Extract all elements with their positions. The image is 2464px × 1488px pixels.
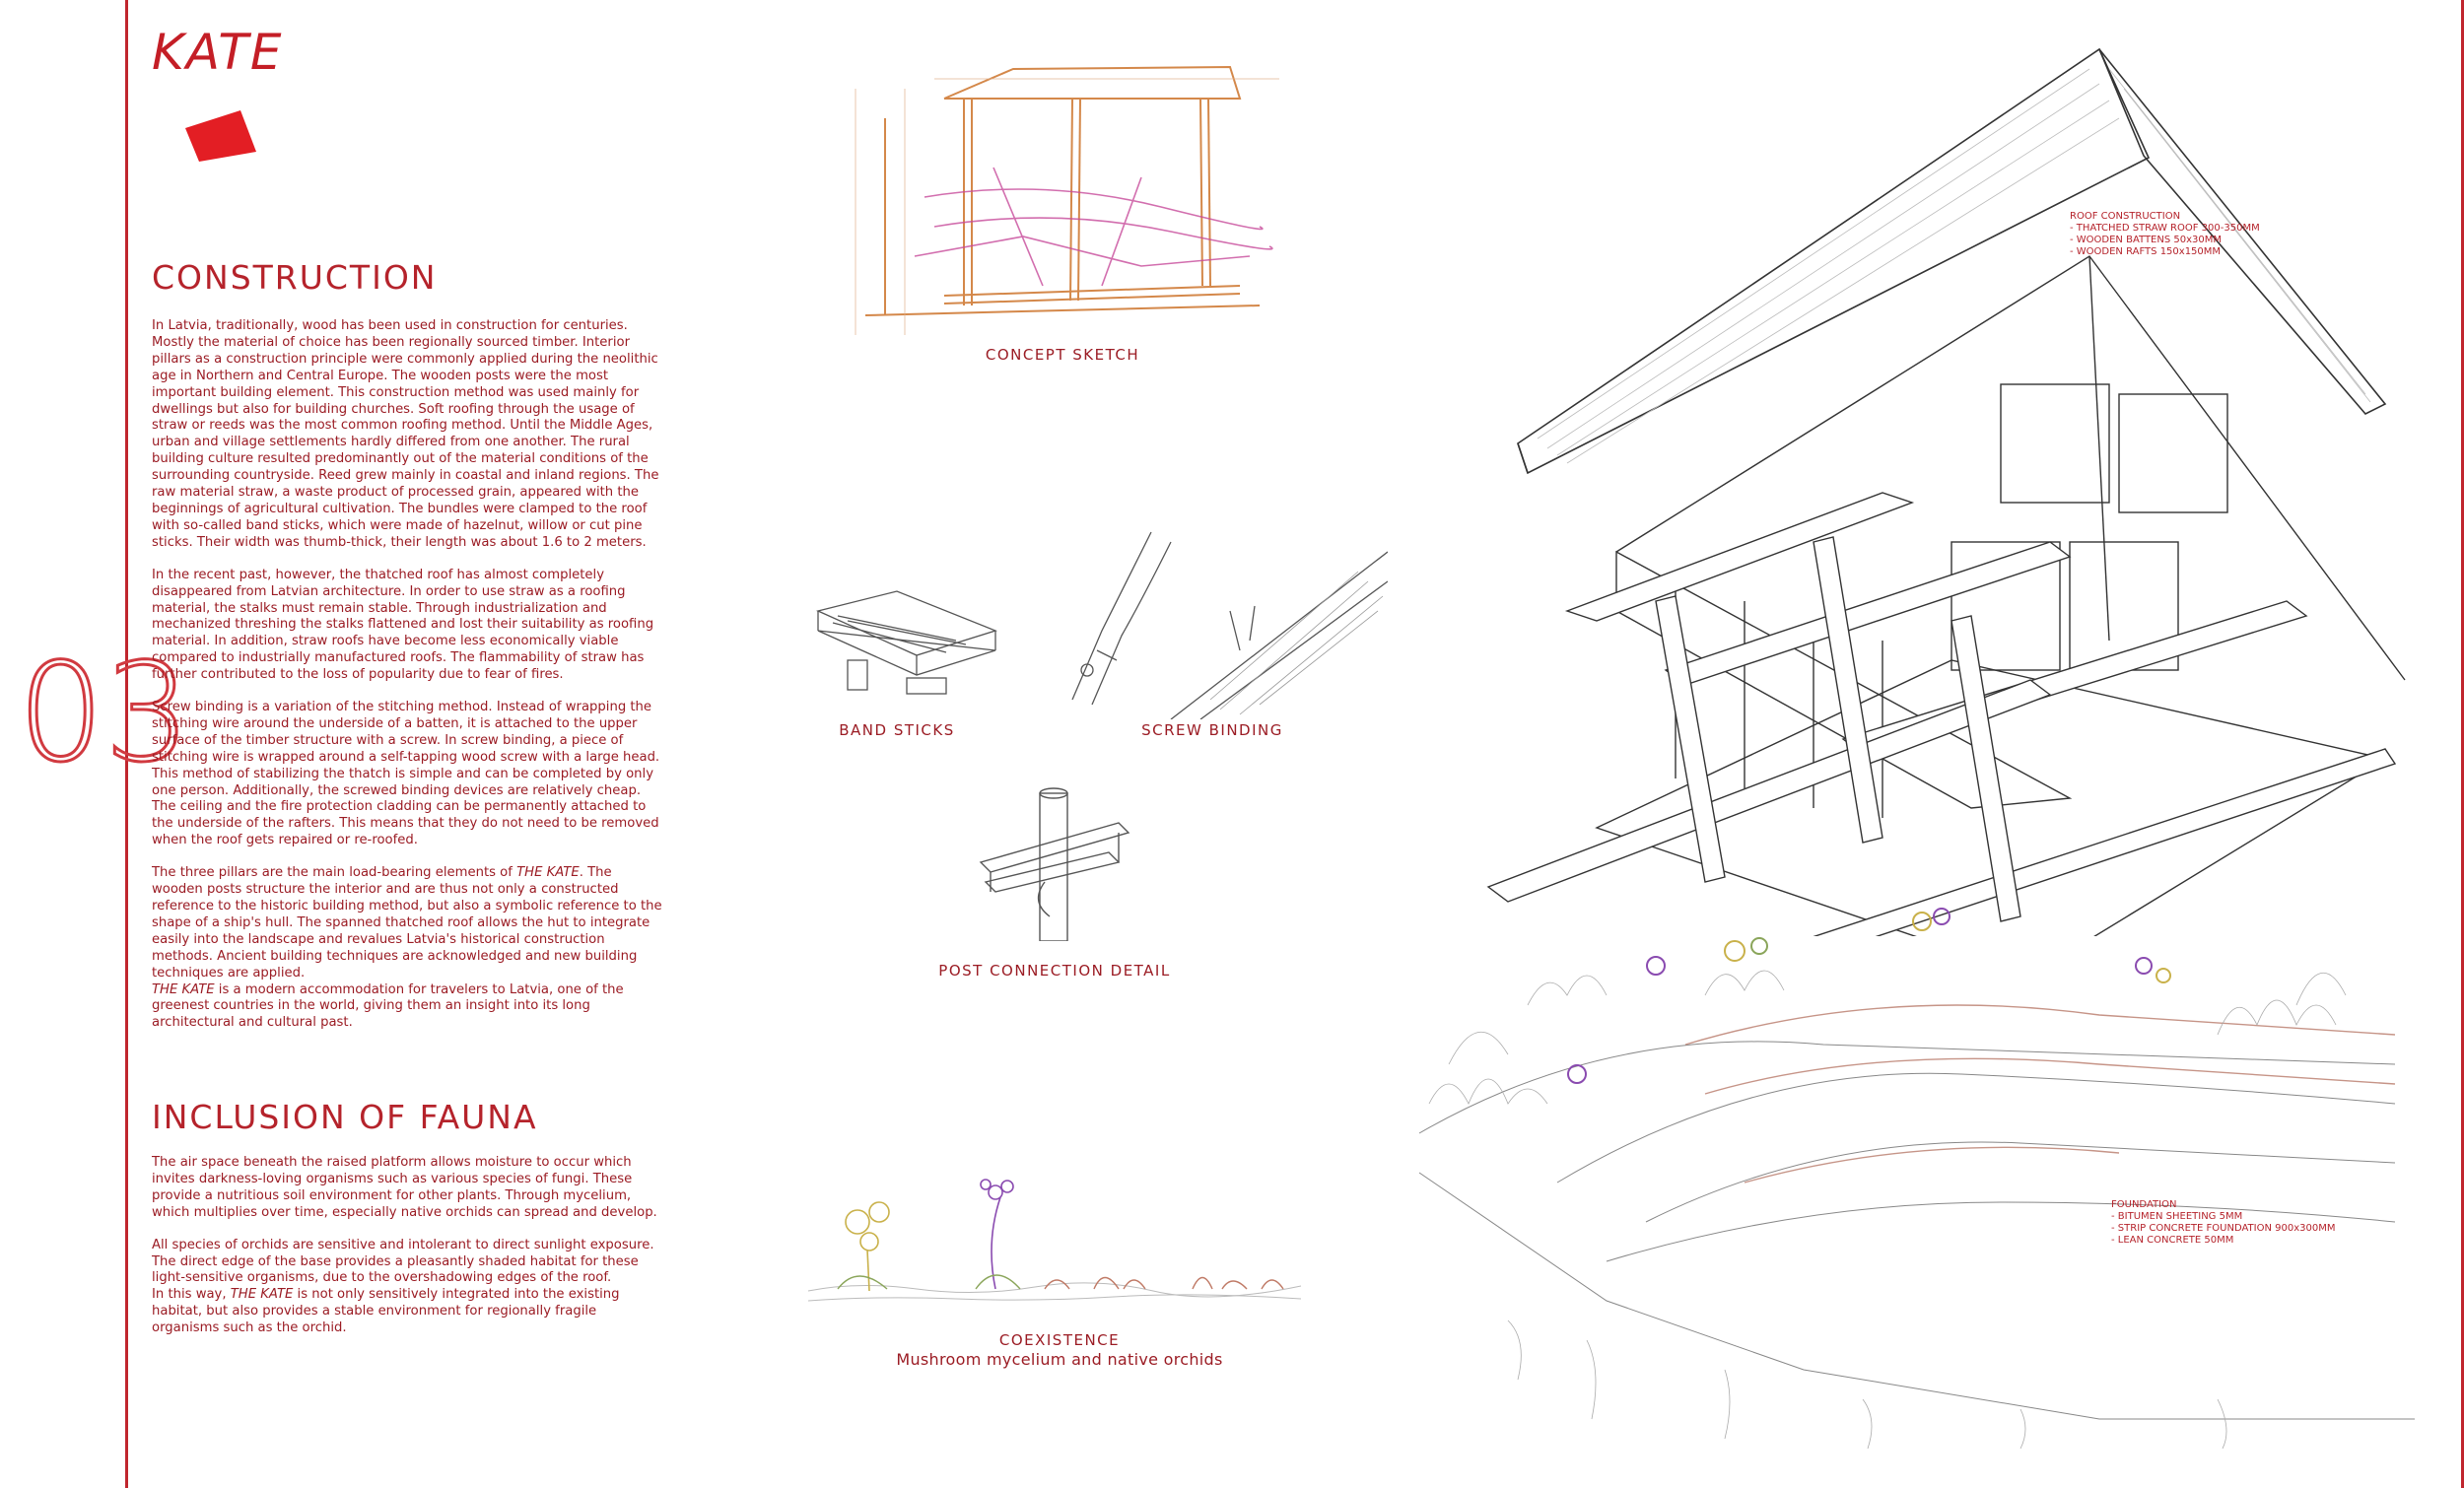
construction-heading: CONSTRUCTION [152, 258, 438, 297]
landscape-foundation-drawing [1409, 907, 2434, 1458]
screw-binding-figure [1043, 512, 1388, 719]
post-connection-caption: POST CONNECTION DETAIL [938, 962, 1171, 980]
concept-sketch-figure [846, 59, 1299, 345]
construction-paragraph: THE KATE is a modern accommodation for travelers to Latvia, one of the greenest countries in the world, giving them an insight into its long architectural and cultural past. [152, 981, 624, 1031]
screw-binding-caption: SCREW BINDING [1141, 721, 1283, 739]
fauna-paragraph: All species of orchids are sensitive and intolerant to direct sunlight exposure. The direct edge of the base provides a pleasantly shaded habitat for these light-sensitive organisms, due to the overshadowing edges of the roof. [152, 1237, 654, 1286]
post-connection-figure [971, 774, 1138, 941]
fauna-text [152, 1155, 664, 1353]
coexistence-caption: COEXISTENCE [998, 1331, 1121, 1349]
band-sticks-figure [808, 572, 1005, 719]
construction-text [152, 318, 664, 1048]
fauna-paragraph: The air space beneath the raised platform allows moisture to occur which invites darkness-loving organisms such as various species of fungi. These provide a nutritious soil environment for other plants. Through mycelium, which multiplies over time, especially native orchids can spread and develop. [152, 1155, 657, 1220]
coexistence-subcaption: Mushroom mycelium and native orchids [896, 1350, 1223, 1369]
concept-sketch-caption: CONCEPT SKETCH [985, 346, 1140, 364]
construction-paragraph: Screw binding is a variation of the stitching method. Instead of wrapping the stitching wire around the underside of a batten, it is attached to the upper surface of the timber structure with a screw. In screw binding, a piece of stitching wire is wrapped around a self-tapping wood screw with a large head. This method of stabilizing the thatch is simple and can be completed by only one person. Additionally, the screwed binding devices are relatively cheap. The ceiling and the fire protection cladding can be permanently attached to the underside of the rafters. This means that they do not need to be removed when the roof gets repaired or re-roofed. [152, 700, 660, 848]
roof-construction-annotation: ROOF CONSTRUCTION - THATCHED STRAW ROOF 300-350MM - WOODEN BATTENS 50x30MM - WOODEN RAFTS 150x150MM [2070, 211, 2260, 257]
construction-paragraph: The three pillars are the main load-bearing elements of THE KATE. The wooden posts structure the interior and are thus not only a constructed reference to the historic building method, but also a symbolic reference to the shape of a ship's hull. The spanned thatched roof allows the hut to integrate easily into the landscape and revalues Latvia's historical construction methods. Ancient building techniques are acknowledged and new building techniques are applied. [152, 865, 662, 981]
logo-shape [179, 106, 258, 162]
section-number: 03 [18, 634, 191, 792]
construction-paragraph: In Latvia, traditionally, wood has been used in construction for centuries. Mostly the material of choice has been regionally sourced timber. Interior pillars as a construction principle were commonly applied during the neolithic age in Northern and Central Europe. The wooden posts were the most important building element. This construction method was used mainly for dwellings but also for building churches. Soft roofing through the usage of straw or reeds was the most common roofing method. Until the Middle Ages, urban and village settlements hardly differed from one another. The rural building culture resulted predominantly out of the material conditions of the surrounding countryside. Reed grew mainly in coastal and inland regions. The raw material straw, a waste product of processed grain, appeared with the beginnings of agricultural cultivation. The bundles were clamped to the roof with so-called band sticks, which were made of hazelnut, willow or cut pine sticks. Their width was thumb-thick, their length was about 1.6 to 2 meters. [152, 318, 659, 550]
fauna-heading: INCLUSION OF FAUNA [152, 1098, 538, 1136]
coexistence-figure [798, 1173, 1311, 1320]
foundation-annotation: FOUNDATION - BITUMEN SHEETING 5MM - STRIP CONCRETE FOUNDATION 900x300MM - LEAN CONCRETE 50MM [2111, 1199, 2336, 1246]
construction-paragraph: In the recent past, however, the thatched roof has almost completely disappeared from Latvian architecture. In order to use straw as a roofing material, the stalks must remain stable. Through industrialization and mechanized threshing the stalks flattened and lost their suitability as roofing material. In addition, straw roofs have become less economically viable compared to industrially manufactured roofs. The flammability of straw has further contributed to the loss of popularity due to fear of fires. [152, 567, 654, 683]
fauna-paragraph: In this way, THE KATE is not only sensitively integrated into the existing habitat, but also provides a stable environment for regionally fragile organisms such as the orchid. [152, 1287, 620, 1336]
page-title: KATE [152, 24, 284, 81]
band-sticks-caption: BAND STICKS [839, 721, 955, 739]
axonometric-house-drawing [1419, 30, 2444, 936]
